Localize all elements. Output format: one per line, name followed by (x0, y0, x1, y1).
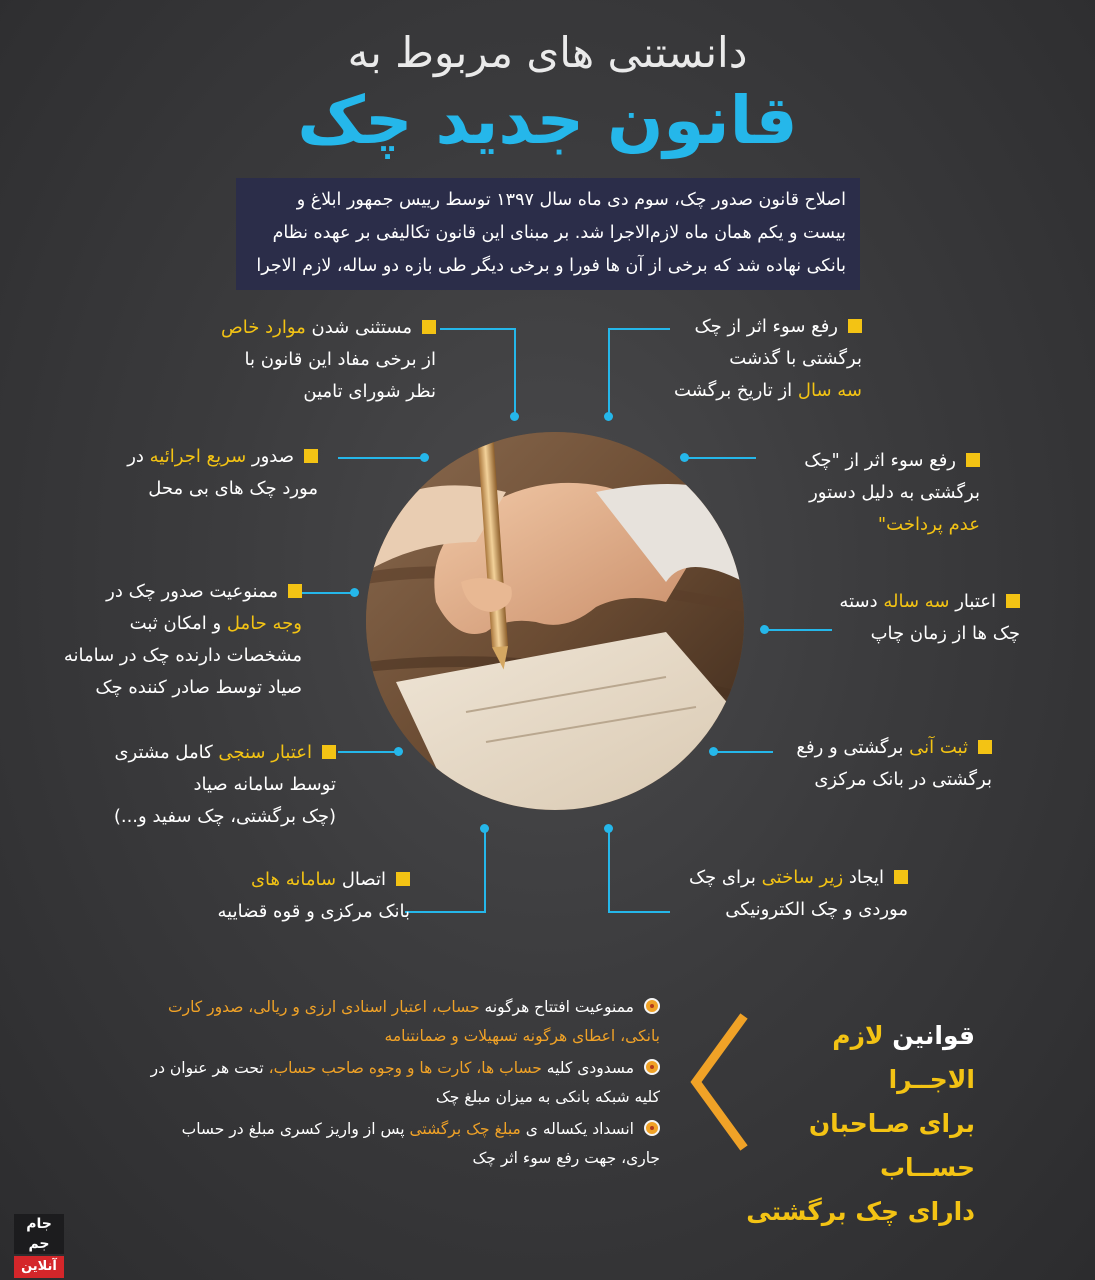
rule-item: انسداد یکساله ی مبلغ چک برگشتی پس از واریز کسری مبلغ در حساب جاری، جهت رفع سوء اثر چک (181, 1120, 660, 1167)
hand-writing-cheque-image (366, 432, 744, 810)
logo-online: آنلاین (14, 1256, 64, 1278)
connector-dot (510, 412, 519, 421)
connector-dot (350, 588, 359, 597)
square-bullet-icon (848, 319, 862, 333)
connector-dot (394, 747, 403, 756)
chevron-left-icon (686, 1012, 752, 1152)
title-top: دانستنی های مربوط به (347, 28, 748, 77)
square-bullet-icon (304, 449, 318, 463)
connector-line (405, 911, 486, 913)
connector-line (713, 751, 773, 753)
page-title: قانون جدید چک (297, 82, 798, 159)
square-bullet-icon (978, 740, 992, 754)
item-systems-connection: اتصال سامانه های بانک مرکزی و قوه قضاییه (217, 869, 410, 922)
connector-dot (480, 824, 489, 833)
jamejam-logo (14, 1214, 64, 1278)
connector-dot (420, 453, 429, 462)
connector-line (338, 751, 398, 753)
connector-dot (604, 412, 613, 421)
intro-box (236, 178, 860, 290)
connector-line (300, 592, 354, 594)
connector-line (338, 457, 424, 459)
round-bullet-icon (644, 1059, 660, 1075)
square-bullet-icon (966, 453, 980, 467)
rule-item: مسدودی کلیه حساب ها، کارت ها و وجوه صاحب حساب، تحت هر عنوان در کلیه شبکه بانکی به میزان مبلغ چک (150, 1059, 660, 1106)
square-bullet-icon (396, 872, 410, 886)
round-bullet-icon (644, 998, 660, 1014)
intro-line: اصلاح قانون صدور چک، سوم دی ماه سال ۱۳۹۷ توسط رییس جمهور ابلاغ و (296, 190, 846, 210)
item-instant-registration: ثبت آنی برگشتی و رفع برگشتی در بانک مرکزی (796, 737, 992, 790)
item-remove-bad-record-3y: رفع سوء اثر از چک برگشتی با گذشت سه سال از تاریخ برگشت (673, 316, 862, 401)
item-chequebook-validity: اعتبار سه ساله دسته چک ها از زمان چاپ (839, 591, 1020, 644)
item-bearer-cheque-ban: ممنوعیت صدور چک در وجه حامل و امکان ثبت مشخصات دارنده چک در سامانه صیاد توسط صادر کننده چک (63, 581, 302, 698)
square-bullet-icon (1006, 594, 1020, 608)
connector-line (484, 829, 486, 913)
item-credit-scoring: اعتبار سنجی کامل مشتری توسط سامانه صیاد (چک برگشتی، چک سفید و...) (113, 742, 336, 827)
rule-item: ممنوعیت افتتاح هرگونه حساب، اعتبار اسنادی ارزی و ریالی، صدور کارت بانکی، اعطای هرگونه تسهیلات و ضمانتنامه (168, 998, 660, 1045)
round-bullet-icon (644, 1120, 660, 1136)
item-fast-enforcement: صدور سریع اجرائیه در مورد چک های بی محل (127, 446, 318, 499)
square-bullet-icon (422, 320, 436, 334)
logo-jamejam: جام جم (14, 1214, 64, 1254)
connector-dot (709, 747, 718, 756)
item-special-exemptions: مستثنی شدن موارد خاص از برخی مفاد این قانون با نظر شورای تامین (221, 317, 436, 402)
square-bullet-icon (288, 584, 302, 598)
cheque-photo (366, 432, 744, 810)
rules-title: قوانین لازم الاجــرا برای صـاحبان حســاب دارای چک برگشتی (746, 1021, 975, 1226)
item-remove-bad-record-nonpayment: رفع سوء اثر از "چک برگشتی به دلیل دستور عدم پرداخت" (804, 450, 980, 535)
connector-dot (604, 824, 613, 833)
intro-line: بانکی نهاده شد که برخی از آن ها فورا و برخی دیگر طی بازه دو ساله، لازم الاجرا (256, 256, 846, 276)
square-bullet-icon (894, 870, 908, 884)
item-electronic-cheque-infrastructure: ایجاد زیر ساختی برای چک موردی و چک الکترونیکی (688, 867, 908, 920)
connector-line (608, 328, 610, 416)
connector-line (608, 829, 610, 913)
connector-line (440, 328, 516, 330)
square-bullet-icon (322, 745, 336, 759)
connector-dot (680, 453, 689, 462)
intro-line: بیست و یکم همان ماه لازم‌الاجرا شد. بر مبنای این قانون تکالیفی بر عهده نظام (272, 223, 846, 243)
connector-line (514, 328, 516, 416)
